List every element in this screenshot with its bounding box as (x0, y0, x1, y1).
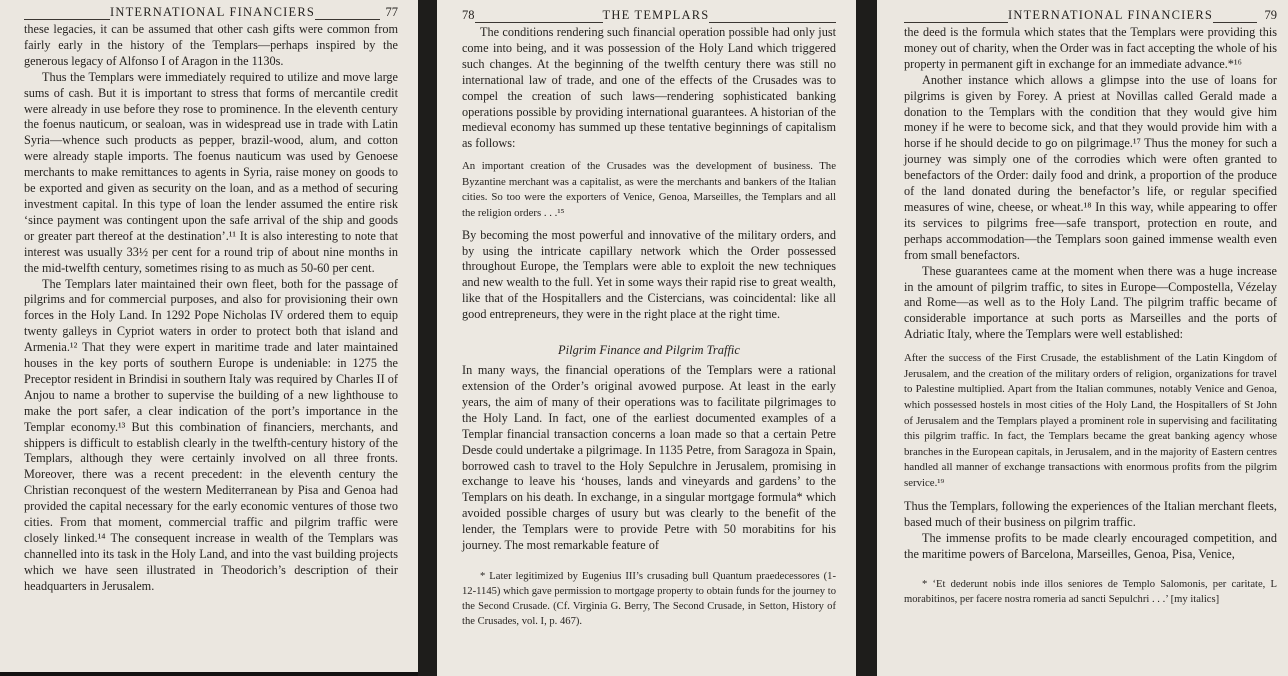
header-rule (315, 8, 379, 20)
header-rule (1213, 11, 1256, 23)
body-text (24, 22, 398, 595)
footnote-text: * Later legitimized by Eugenius III’s crusading bull Quantum praedecessores (1-12-1145) which gave permission to mortgage property to obtain funds for the journey to the Second Crusade. (Cf. Virginia G. Berry, The Second Crusade, in Setton, History of the Crusades, vol. I, p. 467). (462, 570, 836, 627)
header-rule (904, 11, 1008, 23)
paragraph: Thus the Templars were immediately required to utilize and move large sums of cash. But it is important to stress that forms of mercantile credit were already in use before they rose to prominence. In the eleventh century the foenus nauticum, or sealoan, was in widespread use in trade with Latin Syria—whence such products as pepper, brazil-wood, alum, and cotton were already staple imports. The foenus nauticum was used by Genoese merchants to make remittances to agents in Syria, raise money on goods to be exported and given as security on the loan, and as a method of securing investment capital. In this type of loan the lender assumed the entire risk ‘since payment was contingent upon the safe arrival of the ship and goods or greater part thereof at the destination’.¹¹ It is also interesting to note that interest was usually 33½ per cent for a round trip of about nine months in the mid-twelfth century, sometimes rising to as much as 50-60 per cent. (24, 69, 398, 275)
paragraph: The immense profits to be made clearly encouraged competition, and the maritime powers of Barcelona, Marseilles, Genoa, Pisa, Venice, (904, 531, 1277, 562)
footnote-text: * ‘Et dederunt nobis inde illos seniores de Templo Salomonis, per caritate, L morabitinos, per facere nostra romeria ad sancti Sepulchri . . .’ [my italics] (904, 579, 1277, 606)
paragraph: The conditions rendering such financial operation possible had only just come into being, and it was possession of the Holy Land which triggered such changes. At the beginning of the twelfth century there was still no international law of trade, and one of the effects of the Crusades was to compel the creation of such laws—rendering sophisticated banking operations possible by providing international guarantees. A historian of the medieval economy has summed up these tentative beginnings of capitalism as follows: (462, 25, 836, 151)
paragraph: By becoming the most powerful and innovative of the military orders, and by using the intricate capillary network which the Order possessed throughout Europe, the Templars were able to exploit the new techniques and new wealth to the full. Yet in some ways their rapid rise to great wealth, like that of the Hospitallers and the Cistercians, was coincidental: like all good entrepreneurs, they were in the right place at the right time. (462, 227, 836, 322)
page-number: 78 (462, 8, 475, 22)
page-number: 79 (1264, 8, 1277, 22)
running-head: INTERNATIONAL FINANCIERS (110, 5, 316, 19)
footnote (904, 577, 1277, 607)
body-text (462, 25, 836, 152)
body-text (462, 363, 836, 554)
paragraph: The Templars later maintained their own fleet, both for the passage of pilgrims and for commercial purposes, and also for provisioning their own forces in the Holy Land. In 1292 Pope Nicholas IV ordered them to equip twenty galleys in Cypriot waters in order to protect both that island and Armenia.¹² That they were expert in maritime trade and later maintained houses in the key ports of southern Europe is undeniable: in 1275 the Preceptor resident in Brindisi in southern Italy was required by Charles II of Anjou to name a brother to supervise the building of a new lighthouse to make the port safer, a clear indication of the port’s importance in the Templar economy.¹³ But this combination of financiers, merchants, and shippers is difficult to establish clearly in the twelfth-century history of the Templars, although they were certainly involved on all three fronts. Moreover, there was a recent precedent: in the eleventh century the Christian reconquest of the western Mediterranean by Pisa and Genoa had provided the capital necessary for the early economic ventures of those two cities. From that moment, commercial traffic and pilgrim traffic were closely linked.¹⁴ The consequent increase in wealth of the Templars was channelled into its task in the Holy Land, and into the vast building projects which we have seen illustrated in Theodorich’s description of their headquarters in Jerusalem. (24, 276, 398, 593)
paragraph: these legacies, it can be assumed that other cash gifts were common from fairly early in the history of the Templars—perhaps inspired by the generous legacy of Alfonso I of Aragon in the 1130s. (24, 22, 398, 68)
header-rule (475, 11, 603, 23)
page-edge (0, 672, 418, 676)
paragraph: These guarantees came at the moment when there was a huge increase in the amount of pilgrim traffic, to sites in Europe—Compostella, Vézelay and Rome—as well as to the Holy Land. The pilgrim traffic became of considerable importance at such ports as Marseilles and the ports of Adriatic Italy, where the Templars were well established: (904, 263, 1277, 342)
body-text (904, 499, 1277, 563)
header-rule (24, 8, 110, 20)
paragraph: Thus the Templars, following the experiences of the Italian merchant fleets, based much of their business on pilgrim traffic. (904, 499, 1277, 530)
footnote (462, 569, 836, 629)
running-header (24, 3, 398, 20)
running-header (462, 6, 836, 23)
paragraph: Another instance which allows a glimpse into the use of loans for pilgrims is given by Forey. A priest at Novillas called Gerald made a donation to the Templars with the condition that they would give him money if he were to become sick, and that they would provide him with a horse if he should decide to go on pilgrimage.¹⁷ Thus the money for such a journey was simply one of the corrodies which were often granted to benefactors of the Order: daily food and drink, a proportion of the produce of the land donated during the benefactor’s life, or regular specified measures of wine, cheese, or wheat.¹⁸ In this way, while appearing to offer its services to pilgrims free—safe transport, protection en route, and perhaps accommodation—the Templars soon gained immense wealth even from small benefactors. (904, 72, 1277, 262)
page-number: 77 (385, 5, 398, 19)
middle-page (437, 0, 856, 676)
block-quote (904, 351, 1277, 491)
left-page (0, 0, 418, 676)
running-head: THE TEMPLARS (602, 8, 710, 22)
quote-text: After the success of the First Crusade, the establishment of the Latin Kingdom of Jerusalem, and the creation of the military orders of religion, organizations for travel to Palestine multiplied. Apart from the Italian communes, notably Venice and Genoa, which possessed hostels in most cities of the Holy Land, the Hospitallers of St John of Jerusalem and the Templars played a prominent role in supervising and facilitating this pilgrim traffic. In fact, the Templars became the great banking agency whose branches in the European capitals, in Jerusalem, and in the majority of Eastern centres handled all manner of exchange transactions with enormous profits from the pilgrim service.¹⁹ (904, 352, 1277, 489)
paragraph: In many ways, the financial operations of the Templars were a rational extension of the Order’s original avowed purpose. At least in the early years, the aim of many of their operations was to facilitate pilgrimages to the Holy Land. In fact, one of the earliest documented examples of a Templar financial transaction concerns a loan made so that a certain Petre Desde could undertake a pilgrimage. In 1135 Petre, from Saragoza in Spain, borrowed cash to travel to the Holy Sepulchre in Jerusalem, promising in exchange to leave his ‘houses, lands and vineyards and gardens’ to the Templars on his death. In exchange, in a singular mortgage formula* which avoided possible charges of usury but was clearly to the benefit of the lender, the Templars were to provide Petre with 50 morabitins for his journey. The most remarkable feature of (462, 363, 836, 553)
body-text (904, 25, 1277, 343)
paragraph: the deed is the formula which states that the Templars were providing this money out of charity, when the Order was in fact accepting the whole of his property in permanent gift in exchange for an immediate advance.*¹⁶ (904, 25, 1277, 71)
body-text (462, 228, 836, 323)
section-heading: Pilgrim Finance and Pilgrim Traffic (558, 343, 740, 358)
running-header (904, 6, 1277, 23)
block-quote (462, 159, 836, 221)
quote-text: An important creation of the Crusades was the development of business. The Byzantine merchant was a capitalist, as were the merchants and bankers of the Italian cities. So too were the exporters of Venice, Genoa, Marseilles, the Templars and all the religion orders . . .¹⁵ (462, 160, 836, 220)
right-page (877, 0, 1288, 676)
running-head: INTERNATIONAL FINANCIERS (1008, 8, 1214, 22)
header-rule (709, 11, 836, 23)
